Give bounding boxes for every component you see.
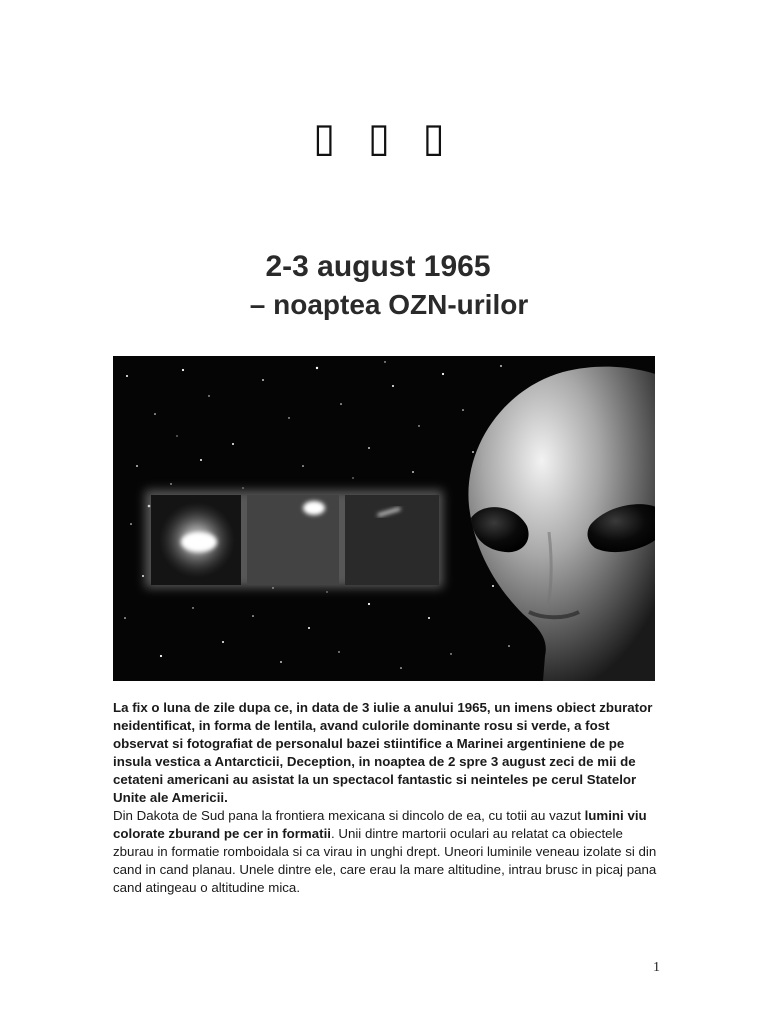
symbol-glyphs: ▯ ▯ ▯ (313, 115, 455, 161)
title-line-2: – noaptea OZN-urilor (249, 289, 529, 320)
article-body (113, 699, 658, 897)
body-paragraph-end: . Unii dintre martorii oculari au relatat ca obiectele zburau in formatie romboidala si ca virau in unghi drept. Uneori luminile veneau izolate si din cand in cand planau. Unele dintre ele, care erau la mare altitudine, intrau brusc in picaj pana cand atingeau o altitudine mica. (113, 826, 657, 895)
alien-ufo-image (113, 356, 655, 681)
page-title (0, 248, 768, 324)
title-line-1: 2-3 august 1965 (265, 250, 491, 283)
alien-ufo-photo-illustration-icon (113, 356, 655, 681)
intro-paragraph: La fix o luna de zile dupa ce, in data de 3 iulie a anului 1965, un imens obiect zburator neidentificat, in forma de lentila, avand culorile dominante rosu si verde, a fost observat si fotografiat de personalul bazei stiintifice a Marinei argentiniene de pe insula vestica a Antarcticii, Deception, in noaptea de 2 spre 3 august zeci de mii de cetateni americani au asistat la un spectacol fantastic si neinteles pe cerul Statelor Unite ale Americii. (113, 700, 653, 805)
ufo-photo-frames (145, 490, 443, 588)
body-paragraph-start: Din Dakota de Sud pana la frontiera mexicana si dincolo de ea, cu totii au vazut (113, 808, 585, 823)
body-paragraph-emphasis: lumini viu colorate zburand pe cer in formatii (113, 808, 647, 841)
body-paragraph (113, 807, 658, 897)
page-number: 1 (653, 960, 660, 975)
